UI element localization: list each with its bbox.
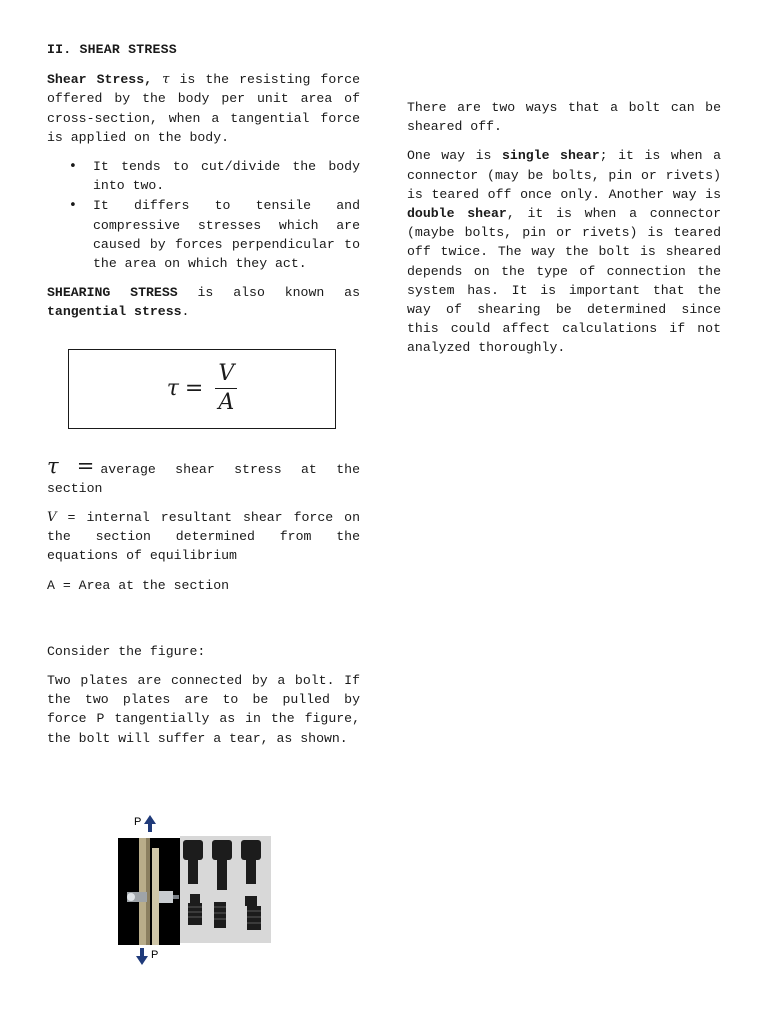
- figure-paragraph: Two plates are connected by a bolt. If the two plates are to be pulled by force P tangentially as in the figure, the bolt will suffer a tear, as shown.: [47, 673, 360, 746]
- left-column: [47, 40, 360, 758]
- aka-term2: tangential stress: [47, 304, 182, 320]
- bolt-figure: [115, 812, 277, 968]
- intro-text: is the resisting force offered by the body per unit area of cross-section, when a tangential force is applied on the body.: [47, 72, 360, 145]
- section-heading: II. SHEAR STRESS: [47, 42, 177, 57]
- right-column: [407, 98, 721, 368]
- aka-paragraph: [47, 283, 360, 321]
- formula-lhs: τ: [166, 376, 179, 402]
- aka-term: SHEARING STRESS: [47, 285, 178, 301]
- definition-text: average shear stress at the section: [47, 461, 360, 496]
- formula-box: [68, 349, 336, 429]
- formula-denominator: A: [218, 390, 235, 416]
- bullet-list: [47, 157, 360, 273]
- force-arrow-down-icon: [136, 948, 148, 965]
- intro-paragraph: [47, 70, 360, 147]
- force-label-top: P: [134, 816, 142, 828]
- plate-photo: [118, 838, 180, 945]
- definition-text: = internal resultant shear force on the section determined from the equations of equilibrium: [47, 510, 360, 564]
- aka-end: .: [181, 304, 190, 320]
- spacer: [47, 605, 360, 642]
- single-shear-term: single shear: [502, 148, 600, 164]
- formula-numerator: V: [218, 361, 235, 387]
- text-run: ; it is when a connector (may be bolts, pin or rivets) is teared off once only. Another way is: [407, 148, 722, 202]
- definition-symbol: V: [47, 510, 57, 526]
- consider-text: Consider the figure:: [47, 643, 206, 659]
- intro-term: Shear Stress,: [47, 72, 163, 88]
- intro-symbol: τ: [162, 72, 170, 88]
- list-item: • It tends to cut/divide the body into two.: [47, 157, 360, 195]
- definition-symbol: τ =: [47, 453, 95, 478]
- formula-fraction: [215, 360, 237, 417]
- definition-tau: [47, 453, 360, 498]
- bolt-figure-image: [115, 812, 277, 968]
- right-paragraph-1: There are two ways that a bolt can be sheared off.: [407, 100, 721, 135]
- text-run: One way is: [407, 148, 502, 164]
- formula-equals: =: [184, 376, 204, 402]
- aka-text: is also known as: [177, 285, 360, 301]
- right-paragraph-2: [407, 146, 721, 357]
- definition-v: [47, 508, 360, 566]
- double-shear-term: double shear: [407, 206, 507, 222]
- definition-a: A = Area at the section: [47, 577, 230, 593]
- list-item: • It differs to tensile and compressive stresses which are caused by forces perpendicular to the area on which they act.: [47, 196, 360, 273]
- sheared-bolts-photo: [180, 836, 271, 943]
- text-run: , it is when a connector (maybe bolts, pin or rivets) is teared off twice. The way the bolt is sheared depends on the type of connection the system has. It is important that the way of shearing be determined since this could affect calculations if not analyzed thoroughly.: [407, 206, 722, 356]
- force-label-bottom: P: [151, 949, 159, 961]
- force-arrow-up-icon: [144, 815, 156, 832]
